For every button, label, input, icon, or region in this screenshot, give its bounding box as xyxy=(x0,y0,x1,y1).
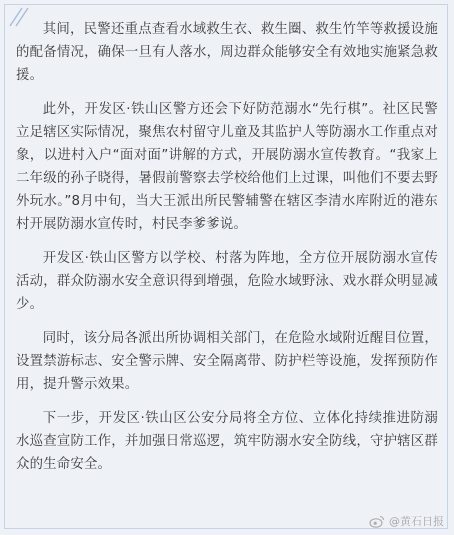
paragraph-5: 下一步，开发区·铁山区公安分局将全方位、立体化持续推进防溺水巡查宣防工作，并加强日常巡逻，筑牢防溺水安全防线，守护辖区群众的生命安全。 xyxy=(16,411,438,472)
paragraph-2: 此外，开发区·铁山区警方还会下好防范溺水“先行棋”。社区民警立足辖区实际情况，聚焦农村留守儿童及其监护人等防溺水工作重点对象，以进村入户“面对面”讲解的方式，开展防溺水宣传教育。“我家上二年级的孙子晓得，暑假前警察去学校给他们上过课，叫他们不要去野外玩水。”8月中旬，当大王派出所民警辅警在辖区李清水库附近的港东村开展防溺水宣传时，村民李爹爹说。 xyxy=(16,102,438,232)
weibo-logo-icon xyxy=(369,514,385,528)
paragraph-3: 开发区·铁山区警方以学校、村落为阵地，全方位开展防溺水宣传活动，群众防溺水安全意识得到增强，危险水域野泳、戏水群众明显减少。 xyxy=(16,251,438,312)
paragraph-4: 同时，该分局各派出所协调相关部门，在危险水域附近醒目位置，设置禁游标志、安全警示牌、安全隔离带、防护栏等设施，发挥预防作用，提升警示效果。 xyxy=(16,331,438,392)
watermark xyxy=(369,513,444,529)
article-body xyxy=(16,18,438,487)
paragraph-1: 其间，民警还重点查看水域救生衣、救生圈、救生竹竿等救援设施的配备情况，确保一旦有人落水，周边群众能够安全有效地实施紧急救援。 xyxy=(16,22,438,83)
watermark-text: @黄石日报 xyxy=(389,515,444,528)
